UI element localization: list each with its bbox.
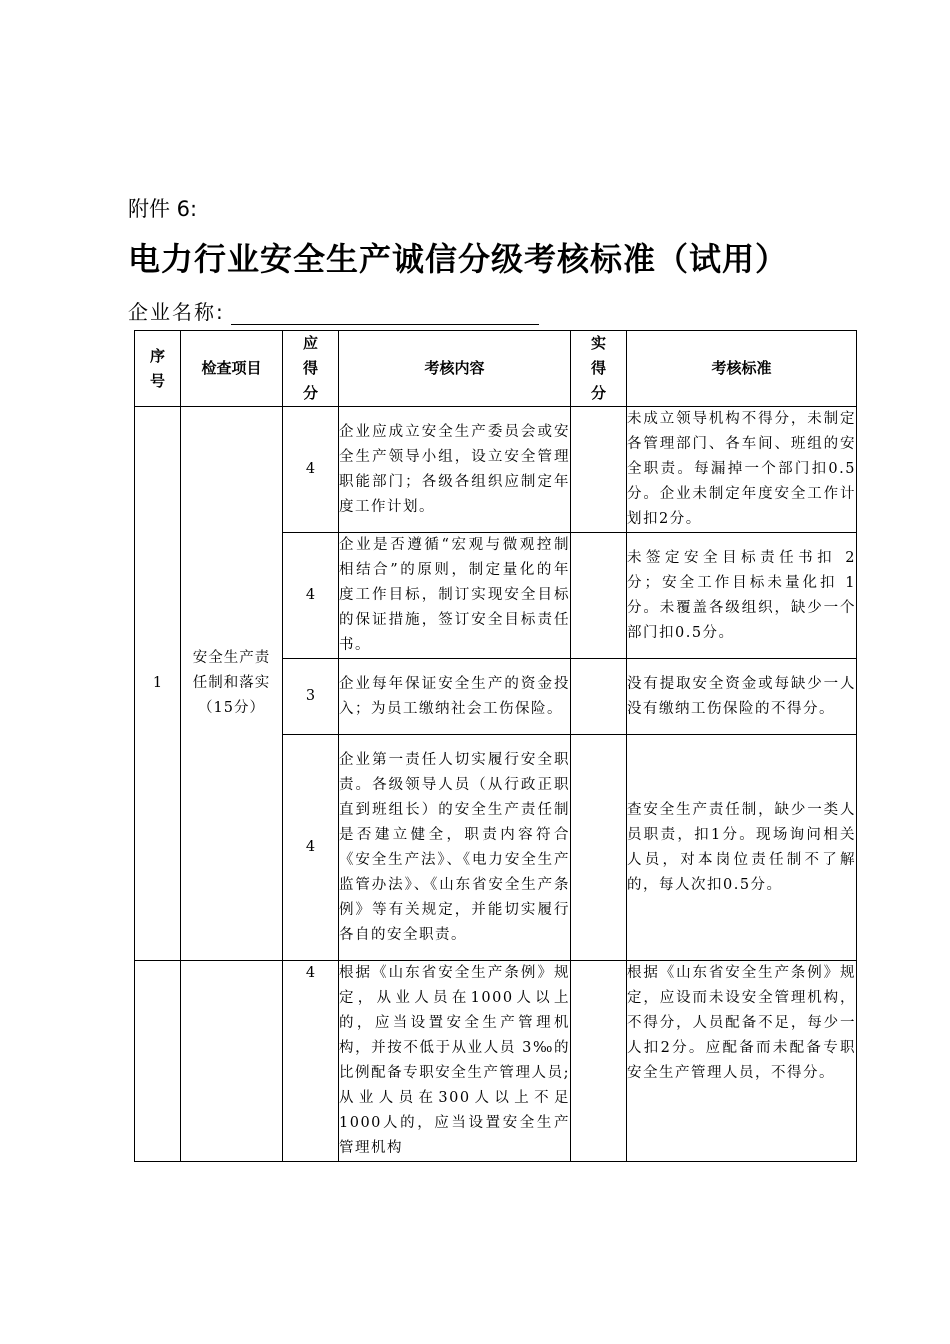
table-header-row [135,331,857,407]
content-cell: 企业是否遵循“宏观与微观控制相结合”的原则，制定量化的年度工作目标，制订实现安全目标的保证措施，签订安全目标责任书。 [339,533,571,659]
score-cell: 4 [283,961,339,1162]
assessment-table [134,330,857,1162]
actual-score-cell[interactable] [571,659,627,735]
header-content: 考核内容 [339,331,571,407]
content-cell: 根据《山东省安全生产条例》规定，从业人员在1000人以上的，应当设置安全生产管理机构，并按不低于从业人员 3‰的比例配备专职安全生产管理人员;从业人员在300人以上不足1000人的，应当设置安全生产管理机构 [339,961,571,1162]
standard-cell: 未成立领导机构不得分，未制定各管理部门、各车间、班组的安全职责。每漏掉一个部门扣0.5分。企业未制定年度安全工作计划扣2分。 [627,407,857,533]
actual-score-cell[interactable] [571,407,627,533]
table-row [135,407,857,533]
actual-score-cell[interactable] [571,735,627,961]
item-cell-empty [181,961,283,1162]
attachment-label: 附件 6: [128,197,198,221]
header-item: 检查项目 [181,331,283,407]
header-standard: 考核标准 [627,331,857,407]
content-cell: 企业应成立安全生产委员会或安全生产领导小组，设立安全管理职能部门；各级各组织应制定年度工作计划。 [339,407,571,533]
header-actual-score: 实得分 [571,331,627,407]
header-should-score: 应得分 [283,331,339,407]
item-cell [181,407,283,961]
company-name-line [128,296,539,325]
seq-cell: 1 [135,407,181,961]
document-title: 电力行业安全生产诚信分级考核标准（试用） [128,240,789,278]
score-cell: 3 [283,659,339,735]
score-cell: 4 [283,533,339,659]
seq-cell-empty [135,961,181,1162]
actual-score-cell[interactable] [571,961,627,1162]
content-cell: 企业每年保证安全生产的资金投入；为员工缴纳社会工伤保险。 [339,659,571,735]
company-name-label: 企业名称: [128,300,225,324]
standard-cell: 根据《山东省安全生产条例》规定，应设而未设安全管理机构，不得分，人员配备不足，每少一人扣2分。应配备而未配备专职安全生产管理人员，不得分。 [627,961,857,1162]
item-text: 安全生产责任制和落实（15分） [192,650,271,716]
standard-cell: 没有提取安全资金或每缺少一人没有缴纳工伤保险的不得分。 [627,659,857,735]
score-cell: 4 [283,735,339,961]
header-seq: 序号 [135,331,181,407]
score-cell: 4 [283,407,339,533]
company-name-blank [231,304,539,325]
content-cell: 企业第一责任人切实履行安全职责。各级领导人员（从行政正职直到班组长）的安全生产责任制是否建立健全，职责内容符合《安全生产法》、《电力安全生产监管办法》、《山东省安全生产条例》等有关规定，并能切实履行各自的安全职责。 [339,735,571,961]
standard-cell: 未签定安全目标责任书扣 2 分；安全工作目标未量化扣 1 分。未覆盖各级组织，缺少一个部门扣0.5分。 [627,533,857,659]
standard-cell: 查安全生产责任制，缺少一类人员职责，扣1分。现场询问相关人员，对本岗位责任制不了解的，每人次扣0.5分。 [627,735,857,961]
table-row [135,961,857,1162]
actual-score-cell[interactable] [571,533,627,659]
